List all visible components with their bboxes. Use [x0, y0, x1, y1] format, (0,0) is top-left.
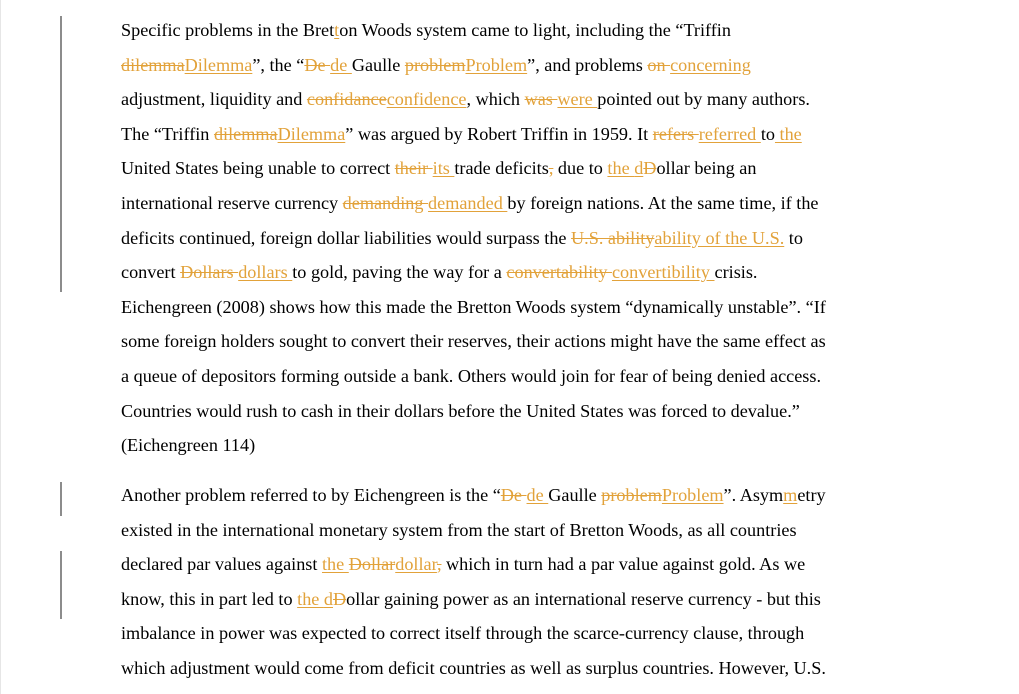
text-run: imbalance in power was expected to correct itself through the scarce-currency clause, through	[121, 623, 805, 644]
inserted-text[interactable]: the	[321, 554, 349, 575]
deleted-text[interactable]: on	[647, 54, 671, 75]
deleted-text[interactable]: De	[500, 485, 527, 505]
paragraph-triffin[interactable]	[121, 13, 911, 463]
text-run: Gaulle	[548, 485, 602, 505]
deleted-text[interactable]: Dollars	[180, 262, 239, 283]
text-line	[121, 394, 911, 429]
text-line	[121, 82, 911, 117]
text-run: , which	[466, 89, 525, 110]
inserted-text[interactable]: Problem	[661, 485, 724, 505]
inserted-text[interactable]: the	[607, 158, 635, 179]
text-run: ollar gaining power as an international reserve currency - but this	[346, 588, 821, 609]
text-run: (Eichengreen 114)	[121, 435, 256, 456]
deleted-text[interactable]: De	[304, 54, 331, 75]
text-run: on Woods system came to light, including the “Triffin	[339, 20, 731, 40]
text-line	[121, 255, 911, 290]
change-bar	[60, 551, 62, 619]
text-run: crisis.	[714, 262, 758, 283]
text-run: Eichengreen (2008) shows how this made the Bretton Woods system “dynamically unstable”. “If	[121, 296, 826, 317]
text-run: Another problem referred to by Eichengreen is the “	[121, 485, 501, 505]
text-run: etry	[797, 485, 826, 505]
text-run: ”, the “	[252, 54, 305, 75]
text-run: Specific problems in the Bret	[121, 20, 335, 40]
change-bar	[60, 482, 62, 516]
text-run: trade deficits	[454, 158, 549, 179]
inserted-text[interactable]: demanded	[428, 192, 508, 213]
inserted-text[interactable]: Problem	[465, 54, 528, 75]
text-line	[121, 13, 911, 48]
inserted-text[interactable]: m	[783, 485, 798, 505]
inserted-text[interactable]: de	[526, 485, 549, 505]
text-line	[121, 186, 911, 221]
text-run: which in turn had a par value against gold. As we	[441, 554, 806, 575]
text-line	[121, 478, 911, 513]
inserted-text[interactable]: concerning	[670, 54, 751, 75]
text-line	[121, 582, 911, 617]
text-run: to	[784, 227, 803, 248]
deleted-text[interactable]: problem	[601, 485, 662, 505]
inserted-text[interactable]: t	[334, 20, 340, 40]
inserted-text[interactable]: convertibility	[611, 262, 715, 283]
paragraph-de-gaulle[interactable]	[121, 478, 911, 686]
text-run: The “Triffin	[121, 123, 214, 144]
inserted-text[interactable]: confidence	[386, 89, 467, 110]
text-line	[121, 324, 911, 359]
deleted-text[interactable]: refers	[652, 123, 699, 144]
text-run: some foreign holders sought to convert their reserves, their actions might have the same effect as	[121, 331, 826, 352]
inserted-text[interactable]: referred	[698, 123, 761, 144]
text-line	[121, 547, 911, 582]
deleted-text[interactable]: convertability	[506, 262, 612, 283]
deleted-text[interactable]: their	[394, 158, 433, 179]
text-run: to gold, paving the way for a	[292, 262, 507, 283]
text-run: by foreign nations. At the same time, if the	[507, 192, 819, 213]
deleted-text[interactable]: U.S. ability	[571, 227, 655, 248]
inserted-text[interactable]: d	[634, 158, 644, 179]
deleted-text[interactable]: ,	[548, 158, 554, 179]
text-run: Gaulle	[351, 54, 405, 75]
inserted-text[interactable]: were	[557, 89, 598, 110]
deleted-text[interactable]: dilemma	[121, 54, 185, 75]
text-line	[121, 48, 911, 83]
text-run: due to	[553, 158, 608, 179]
text-run: international reserve currency	[121, 192, 343, 213]
text-line	[121, 513, 911, 548]
deleted-text[interactable]: was	[524, 89, 558, 110]
text-run: United States being unable to correct	[121, 158, 395, 179]
deleted-text[interactable]: D	[333, 588, 347, 609]
text-line	[121, 651, 911, 686]
text-run: ollar being an	[656, 158, 757, 179]
deleted-text[interactable]: D	[643, 158, 657, 179]
inserted-text[interactable]: Dilemma	[277, 123, 346, 144]
deleted-text[interactable]: demanding	[342, 192, 429, 213]
text-run: pointed out by many authors.	[597, 89, 810, 110]
text-run: declared par values against	[121, 554, 322, 575]
deleted-text[interactable]: Dollar	[348, 554, 396, 575]
text-run: ” was argued by Robert Triffin in 1959. It	[345, 123, 653, 144]
text-run: ”. Asym	[723, 485, 784, 505]
deleted-text[interactable]: confidance	[306, 89, 387, 110]
inserted-text[interactable]: the	[297, 588, 324, 609]
page-edge	[0, 0, 1, 694]
inserted-text[interactable]: de	[330, 54, 352, 75]
inserted-text[interactable]: its	[432, 158, 455, 179]
deleted-text[interactable]: dilemma	[213, 123, 278, 144]
deleted-text[interactable]: ,	[436, 554, 442, 575]
text-line	[121, 117, 911, 152]
text-line	[121, 616, 911, 651]
text-run: a queue of depositors forming outside a bank. Others would join for fear of being denied access.	[121, 365, 822, 386]
text-run: Countries would rush to cash in their dollars before the United States was forced to devalue.”	[121, 400, 800, 421]
text-line	[121, 151, 911, 186]
text-line	[121, 359, 911, 394]
text-run: to	[760, 123, 775, 144]
inserted-text[interactable]: d	[323, 588, 334, 609]
inserted-text[interactable]: Dilemma	[184, 54, 253, 75]
text-run: convert	[121, 262, 181, 283]
text-run: which adjustment would come from deficit countries as well as surplus countries. However, U.S.	[121, 657, 826, 678]
text-run: existed in the international monetary system from the start of Bretton Woods, as all countries	[121, 519, 797, 540]
deleted-text[interactable]: problem	[404, 54, 466, 75]
text-run: deficits continued, foreign dollar liabilities would surpass the	[121, 227, 572, 248]
text-run: know, this in part led to	[121, 588, 298, 609]
text-run: ”, and problems	[527, 54, 648, 75]
text-line	[121, 221, 911, 256]
inserted-text[interactable]: dollar	[395, 554, 437, 575]
text-line	[121, 428, 911, 463]
text-run: adjustment, liquidity and	[121, 89, 307, 110]
change-bar	[60, 16, 62, 292]
text-line	[121, 290, 911, 325]
inserted-text[interactable]: ability of the U.S.	[654, 227, 785, 248]
inserted-text[interactable]: dollars	[238, 262, 293, 283]
inserted-text[interactable]: the	[774, 123, 802, 144]
